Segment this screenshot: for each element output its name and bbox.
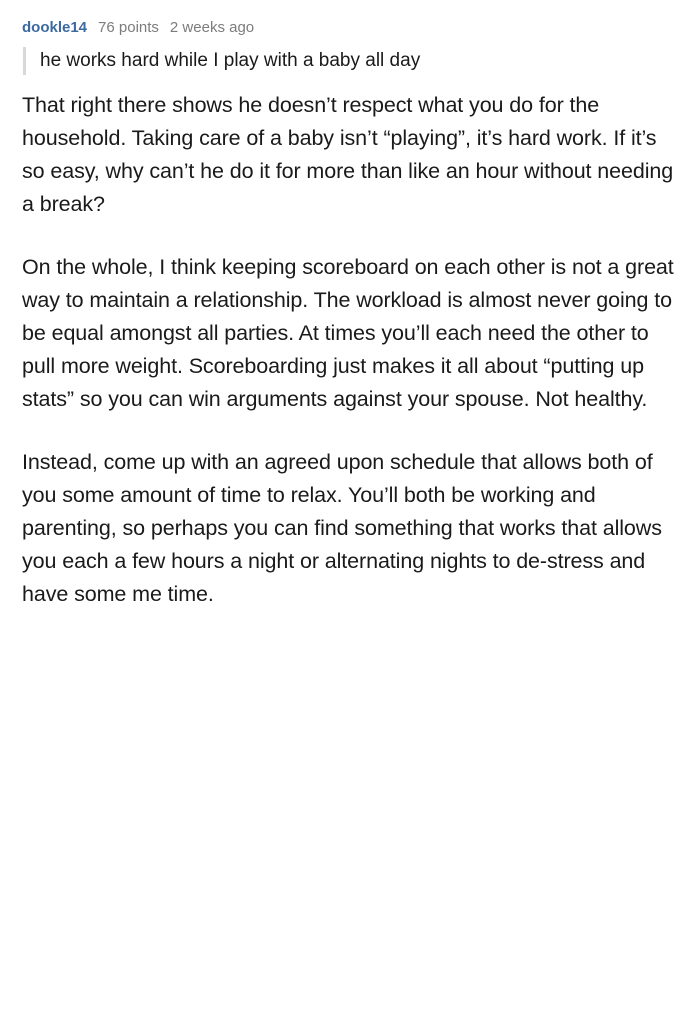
comment-paragraph: That right there shows he doesn’t respect what you do for the household. Taking care of a baby isn’t “playing”, it’s hard work. If it’s so easy, why can’t he do it for more than like an hour without needing a break? [22, 93, 674, 216]
comment-body [22, 89, 678, 611]
comment-meta [22, 18, 678, 38]
quoted-text: he works hard while I play with a baby all day [23, 47, 678, 75]
comment-author[interactable]: dookle14 [22, 19, 88, 36]
comment-points: 76 points [98, 19, 159, 36]
comment-paragraph: Instead, come up with an agreed upon schedule that allows both of you some amount of time to relax. You’ll both be working and parenting, so perhaps you can find something that works that allows you each a few hours a night or alternating nights to de-stress and have some me time. [22, 450, 662, 606]
comment-paragraph: On the whole, I think keeping scoreboard on each other is not a great way to maintain a relationship. The workload is almost never going to be equal amongst all parties. At times you’ll each need the other to pull more weight. Scoreboarding just makes it all about “putting up stats” so you can win arguments against your spouse. Not healthy. [22, 255, 674, 411]
comment-timestamp: 2 weeks ago [169, 19, 255, 36]
